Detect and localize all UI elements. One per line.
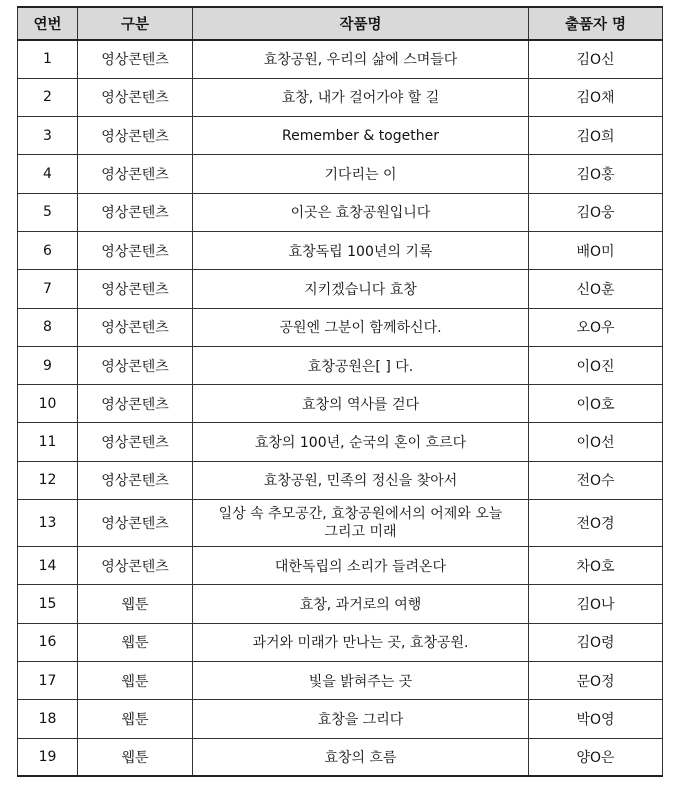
cell-author: 김O희 [529, 117, 663, 155]
cell-title: 기다리는 이 [193, 155, 529, 193]
cell-title: 효창공원은[ ] 다. [193, 346, 529, 384]
cell-title: 효창을 그리다 [193, 700, 529, 738]
table-row [18, 738, 663, 776]
header-title: 작품명 [193, 7, 529, 40]
cell-title-line-1: 일상 속 추모공간, 효창공원에서의 어제와 오늘 [218, 506, 503, 523]
header-author: 출품자 명 [529, 7, 663, 40]
cell-title: 과거와 미래가 만나는 곳, 효창공원. [193, 623, 529, 661]
cell-category: 영상콘텐츠 [78, 308, 193, 346]
cell-author: 양O은 [529, 738, 663, 776]
table-row [18, 385, 663, 423]
cell-title: 지키겠습니다 효창 [193, 270, 529, 308]
cell-no: 10 [18, 385, 78, 423]
table-row [18, 661, 663, 699]
cell-category: 영상콘텐츠 [78, 155, 193, 193]
cell-author: 박O영 [529, 700, 663, 738]
cell-no: 15 [18, 585, 78, 623]
cell-no: 2 [18, 78, 78, 116]
cell-author: 김O령 [529, 623, 663, 661]
cell-category: 웹툰 [78, 661, 193, 699]
cell-no: 13 [18, 500, 78, 547]
cell-category: 영상콘텐츠 [78, 193, 193, 231]
cell-title: 빛을 밝혀주는 곳 [193, 661, 529, 699]
cell-no: 6 [18, 231, 78, 269]
cell-no: 19 [18, 738, 78, 776]
cell-no: 14 [18, 547, 78, 585]
cell-category: 영상콘텐츠 [78, 346, 193, 384]
header-category: 구분 [78, 7, 193, 40]
cell-no: 4 [18, 155, 78, 193]
table-row [18, 40, 663, 78]
cell-no: 9 [18, 346, 78, 384]
cell-author: 문O정 [529, 661, 663, 699]
table-row [18, 346, 663, 384]
cell-category: 영상콘텐츠 [78, 40, 193, 78]
cell-category: 영상콘텐츠 [78, 231, 193, 269]
cell-title: 효창의 역사를 걷다 [193, 385, 529, 423]
cell-no: 16 [18, 623, 78, 661]
cell-author: 김O나 [529, 585, 663, 623]
cell-no: 12 [18, 461, 78, 499]
cell-title: 공원엔 그분이 함께하신다. [193, 308, 529, 346]
table-row [18, 270, 663, 308]
cell-no: 5 [18, 193, 78, 231]
cell-author: 김O채 [529, 78, 663, 116]
cell-author: 차O호 [529, 547, 663, 585]
table-row [18, 423, 663, 461]
table-row [18, 308, 663, 346]
cell-author: 이O진 [529, 346, 663, 384]
cell-title: 대한독립의 소리가 들려온다 [193, 547, 529, 585]
header-row [18, 7, 663, 40]
table-row [18, 78, 663, 116]
cell-category: 영상콘텐츠 [78, 117, 193, 155]
cell-category: 웹툰 [78, 623, 193, 661]
table-row [18, 117, 663, 155]
cell-category: 웹툰 [78, 585, 193, 623]
table-row [18, 547, 663, 585]
cell-title: 효창독립 100년의 기록 [193, 231, 529, 269]
table-row [18, 623, 663, 661]
cell-no: 17 [18, 661, 78, 699]
cell-title: 효창공원, 민족의 정신을 찾아서 [193, 461, 529, 499]
table-row [18, 193, 663, 231]
entries-table [17, 6, 663, 777]
cell-title: 효창의 흐름 [193, 738, 529, 776]
cell-category: 영상콘텐츠 [78, 270, 193, 308]
cell-author: 전O경 [529, 500, 663, 547]
cell-author: 이O선 [529, 423, 663, 461]
cell-category: 영상콘텐츠 [78, 500, 193, 547]
cell-category: 영상콘텐츠 [78, 547, 193, 585]
cell-title: 효창공원, 우리의 삶에 스며들다 [193, 40, 529, 78]
cell-category: 영상콘텐츠 [78, 423, 193, 461]
cell-title [193, 500, 529, 547]
cell-no: 11 [18, 423, 78, 461]
cell-author: 신O훈 [529, 270, 663, 308]
cell-no: 1 [18, 40, 78, 78]
cell-author: 김O웅 [529, 193, 663, 231]
cell-author: 배O미 [529, 231, 663, 269]
table-row [18, 231, 663, 269]
cell-no: 3 [18, 117, 78, 155]
cell-no: 18 [18, 700, 78, 738]
cell-no: 7 [18, 270, 78, 308]
cell-title: 효창의 100년, 순국의 혼이 흐르다 [193, 423, 529, 461]
cell-category: 영상콘텐츠 [78, 78, 193, 116]
cell-title: 효창, 내가 걸어가야 할 길 [193, 78, 529, 116]
cell-category: 영상콘텐츠 [78, 385, 193, 423]
table-row [18, 461, 663, 499]
cell-author: 오O우 [529, 308, 663, 346]
cell-title-line-2: 그리고 미래 [324, 524, 397, 541]
header-no: 연번 [18, 7, 78, 40]
table-row [18, 585, 663, 623]
table-row [18, 500, 663, 547]
cell-category: 영상콘텐츠 [78, 461, 193, 499]
cell-author: 김O신 [529, 40, 663, 78]
table-row [18, 700, 663, 738]
cell-category: 웹툰 [78, 700, 193, 738]
cell-category: 웹툰 [78, 738, 193, 776]
table-row [18, 155, 663, 193]
cell-author: 이O호 [529, 385, 663, 423]
cell-title: Remember & together [193, 117, 529, 155]
cell-no: 8 [18, 308, 78, 346]
cell-title: 이곳은 효창공원입니다 [193, 193, 529, 231]
cell-author: 김O홍 [529, 155, 663, 193]
cell-title: 효창, 과거로의 여행 [193, 585, 529, 623]
cell-author: 전O수 [529, 461, 663, 499]
